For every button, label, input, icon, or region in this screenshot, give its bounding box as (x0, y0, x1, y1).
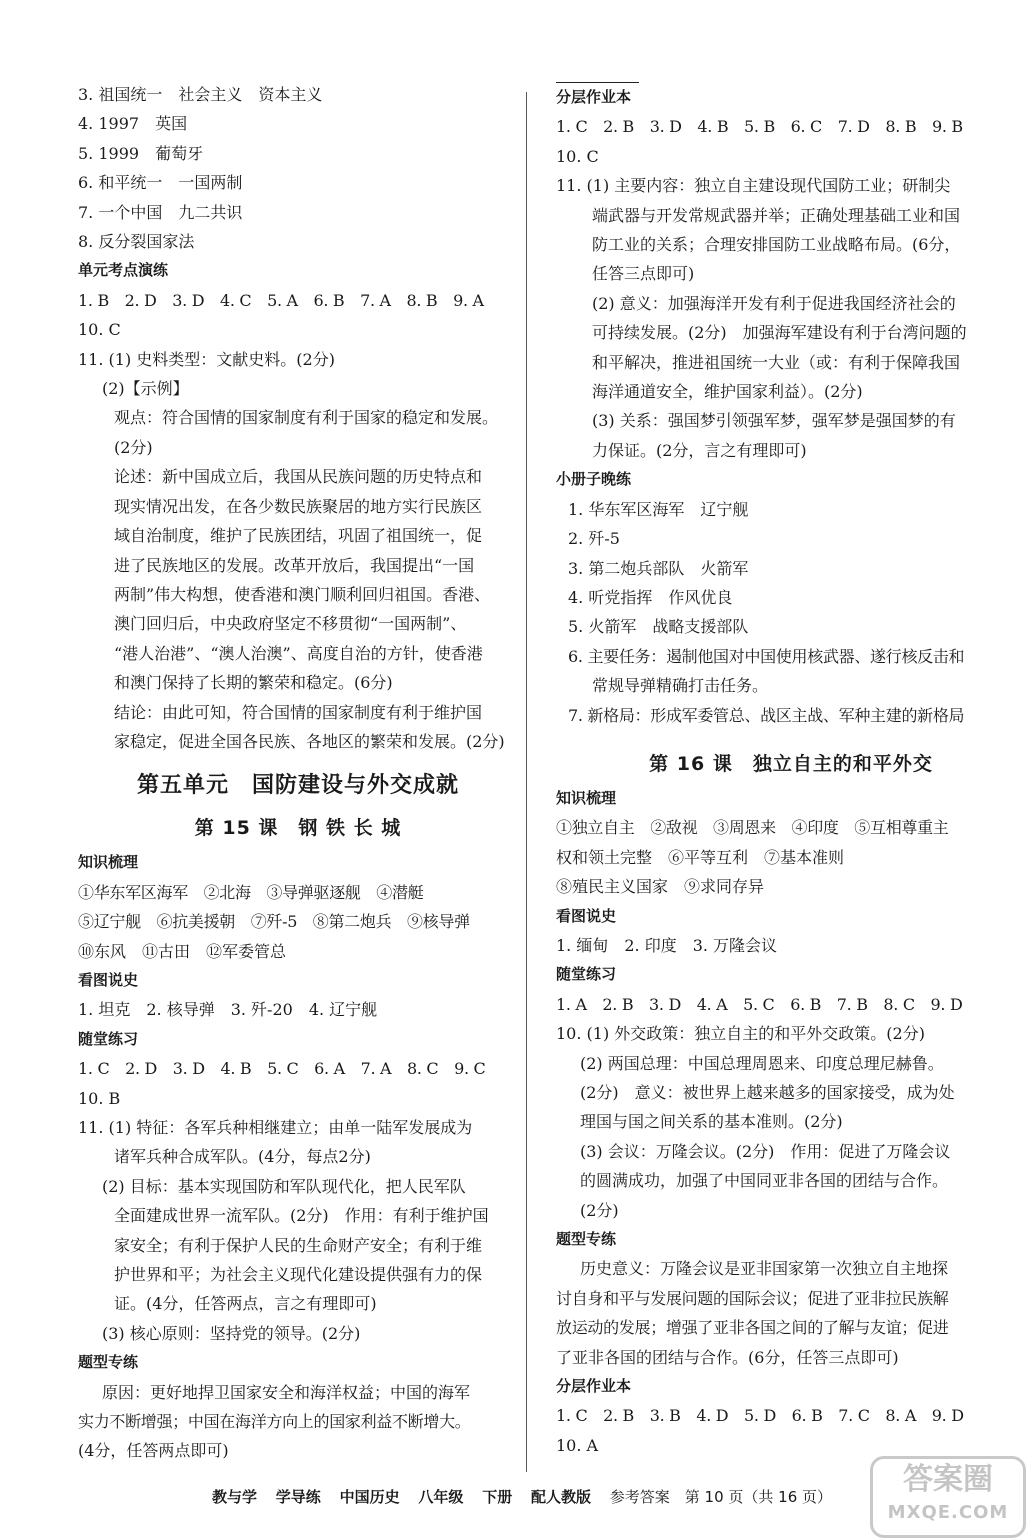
answer-line: 10. C (556, 146, 599, 166)
answer-line: 家稳定，促进全国各民族、各地区的繁荣和发展。(2分) (114, 731, 505, 751)
answer-line: 6. 和平统一 一国两制 (78, 173, 243, 193)
section-heading: 小册子晚练 (556, 470, 632, 489)
answer-line: 观点：符合国情的国家制度有利于国家的稳定和发展。 (114, 408, 499, 428)
section-heading: 知识梳理 (78, 853, 139, 872)
right-column (556, 80, 1026, 1460)
answer-line: 权和领土完整 ⑥平等互利 ⑦基本准则 (556, 847, 845, 867)
answer-line: 1. C 2. B 3. B 4. D 5. D 6. B 7. C 8. A 9. D (556, 1406, 964, 1426)
answer-line: 任答三点即可) (592, 264, 695, 284)
answer-line: 可持续发展。(2分) 加强海军建设有利于台湾问题的 (592, 323, 967, 343)
answer-line: 6. 主要任务：遏制他国对中国使用核武器、遂行核反击和 (568, 646, 965, 666)
column-divider (526, 92, 527, 1472)
section-heading: 分层作业本 (556, 82, 639, 112)
section-heading: 单元考点演练 (78, 261, 169, 280)
footer-series: 学导练 (275, 1488, 321, 1506)
answer-line: 2. 歼-5 (568, 529, 620, 549)
answer-line: 域自治制度，维护了民族团结，巩固了祖国统一，促 (114, 526, 483, 546)
answer-line: 4. 1997 英国 (78, 114, 188, 134)
answer-line: 5. 1999 葡萄牙 (78, 143, 204, 163)
answer-line: ⑤辽宁舰 ⑥抗美援朝 ⑦歼-5 ⑧第二炮兵 ⑨核导弹 (78, 912, 470, 932)
answer-line: 7. 新格局：形成军委管总、战区主战、军种主建的新格局 (568, 705, 965, 725)
answer-line: (3) 会议：万隆会议。(2分) 作用：促进了万隆会议 (580, 1141, 951, 1161)
answer-line: (2分) 意义：被世界上越来越多的国家接受，成为处 (580, 1083, 955, 1102)
answer-line: 1. 坦克 2. 核导弹 3. 歼-20 4. 辽宁舰 (78, 1000, 378, 1020)
watermark-title: 答案圈 (903, 1462, 993, 1497)
answer-line: 结论：由此可知，符合国情的国家制度有利于维护国 (114, 702, 483, 722)
section-heading: 分层作业本 (556, 1377, 632, 1396)
answer-line: 进了民族地区的发展。改革开放后，我国提出“一国 (114, 555, 475, 575)
answer-line: ①华东军区海军 ②北海 ③导弹驱逐舰 ④潜艇 (78, 882, 424, 902)
answer-line: 了亚非各国的团结与合作。(6分，任答三点即可) (556, 1347, 899, 1367)
answer-line: 1. A 2. B 3. D 4. A 5. C 6. B 7. B 8. C 9. D (556, 994, 963, 1014)
footer-grade: 八年级 (418, 1488, 464, 1506)
answer-line: 1. C 2. D 3. D 4. B 5. C 6. A 7. A 8. C 9. C (78, 1059, 486, 1079)
answer-line: 3. 祖国统一 社会主义 资本主义 (78, 85, 323, 104)
answer-line: 的圆满成功，加强了中国同亚非各国的团结与合作。 (580, 1171, 949, 1191)
answer-line: ①独立自主 ②敌视 ③周恩来 ④印度 ⑤互相尊重主 (556, 818, 949, 838)
answer-line: 11. (1) 史料类型：文献史料。(2分) (78, 349, 335, 369)
answer-line: (2) 两国总理：中国总理周恩来、印度总理尼赫鲁。 (580, 1053, 944, 1073)
answer-line: 讨自身和平与发展问题的国际会议；促进了亚非拉民族解 (556, 1288, 949, 1308)
answer-line: 实力不断增强；中国在海洋方向上的国家利益不断增大。 (78, 1412, 471, 1432)
answer-line: “港人治港”、“澳人治澳”、高度自治的方针，使香港 (114, 643, 483, 663)
answer-line: 护世界和平；为社会主义现代化建设提供强有力的保 (114, 1265, 483, 1285)
answer-line: 1. 华东军区海军 辽宁舰 (568, 499, 749, 519)
answer-line: 论述：新中国成立后，我国从民族问题的历史特点和 (114, 467, 483, 487)
section-heading: 题型专练 (78, 1353, 139, 1372)
answer-line: 4. 听党指挥 作风优良 (568, 587, 733, 607)
answer-line: 原因：更好地捍卫国家安全和海洋权益；中国的海军 (102, 1382, 471, 1402)
answer-line: 11. (1) 主要内容：独立自主建设现代国防工业；研制尖 (556, 176, 951, 196)
answer-line: 10. C (78, 320, 121, 340)
answer-line: 1. B 2. D 3. D 4. C 5. A 6. B 7. A 8. B 9. A (78, 290, 484, 310)
section-heading: 随堂练习 (556, 965, 617, 984)
answer-line: 放运动的发展；增强了亚非各国之间的了解与友谊；促进 (556, 1318, 949, 1338)
answer-line: 证。(4分，任答两点，言之有理即可) (114, 1294, 377, 1314)
answer-line: 全面建成世界一流军队。(2分) 作用：有利于维护国 (114, 1206, 489, 1226)
answer-line: 7. 一个中国 九二共识 (78, 202, 243, 222)
answer-line: (4分，任答两点即可) (78, 1441, 229, 1461)
answer-line: 和平解决，推进祖国统一大业（或：有利于保障我国 (592, 352, 961, 372)
answer-line: 11. (1) 特征：各军兵种相继建立；由单一陆军发展成为 (78, 1118, 473, 1137)
answer-line: (2分) (114, 437, 153, 457)
watermark-logo (870, 1456, 1026, 1538)
answer-line: 两制”伟大构想，使香港和澳门顺利回归祖国。香港、 (114, 584, 491, 604)
answer-line: 1. C 2. B 3. D 4. B 5. B 6. C 7. D 8. B 9. B (556, 117, 963, 137)
answer-line: 10. (1) 外交政策：独立自主的和平外交政策。(2分) (556, 1024, 925, 1044)
answer-line: 常规导弹精确打击任务。 (592, 676, 769, 696)
page-footer (212, 1486, 832, 1507)
footer-book-name: 教与学 (212, 1488, 258, 1506)
footer-subject: 中国历史 (339, 1488, 400, 1506)
lesson-title: 第 15 课 钢 铁 长 城 (194, 817, 402, 840)
answer-line: 1. 缅甸 2. 印度 3. 万隆会议 (556, 935, 778, 955)
footer-page-info: 参考答案 第 10 页（共 16 页） (609, 1488, 833, 1506)
answer-line: 端武器与开发常规武器并举；正确处理基础工业和国 (592, 205, 961, 225)
answer-line: 力保证。(2分，言之有理即可) (592, 440, 807, 460)
answer-line: 和澳门保持了长期的繁荣和稳定。(6分) (114, 673, 393, 693)
answer-line: ⑩东风 ⑪古田 ⑫军委管总 (78, 941, 287, 961)
footer-edition: 配人教版 (530, 1488, 591, 1506)
answer-line: 10. B (78, 1088, 121, 1108)
section-heading: 看图说史 (556, 906, 617, 925)
answer-line: (2)【示例】 (102, 379, 189, 399)
answer-line: ⑧殖民主义国家 ⑨求同存异 (556, 877, 765, 897)
answer-line: (3) 核心原则：坚持党的领导。(2分) (102, 1323, 361, 1343)
answer-line: 澳门回归后，中央政府坚定不移贯彻“一国两制”、 (114, 614, 467, 634)
answer-line: (2) 意义：加强海洋开发有利于促进我国经济社会的 (592, 293, 956, 313)
watermark-url: MXQE.COM (887, 1502, 1009, 1523)
answer-line: 8. 反分裂国家法 (78, 232, 195, 252)
lesson-title: 第 16 课 独立自主的和平外交 (649, 752, 933, 775)
answer-line: 10. A (556, 1435, 599, 1455)
answer-line: 海洋通道安全，维护国家利益）。(2分) (592, 382, 863, 402)
section-heading: 题型专练 (556, 1230, 617, 1249)
answer-line: 家安全；有利于保护人民的生命财产安全；有利于维 (114, 1235, 483, 1255)
answer-line: 防工业的关系；合理安排国防工业战略布局。(6分， (592, 235, 961, 255)
section-heading: 随堂练习 (78, 1029, 139, 1048)
answer-line: (3) 关系：强国梦引领强军梦，强军梦是强国梦的有 (592, 411, 956, 431)
answer-line: (2) 目标：基本实现国防和军队现代化，把人民军队 (102, 1176, 466, 1196)
answer-line: (2分) (580, 1200, 619, 1220)
answer-line: 历史意义：万隆会议是亚非国家第一次独立自主地探 (580, 1259, 949, 1279)
answer-line: 现实情况出发，在各少数民族聚居的地方实行民族区 (114, 496, 483, 516)
answer-line: 3. 第二炮兵部队 火箭军 (568, 558, 749, 578)
footer-volume: 下册 (482, 1488, 513, 1506)
left-column (78, 80, 518, 1466)
answer-line: 诸军兵种合成军队。(4分，每点2分) (114, 1147, 371, 1167)
unit-title: 第五单元 国防建设与外交成就 (136, 773, 459, 799)
section-heading: 看图说史 (78, 970, 139, 989)
answer-line: 理国与国之间关系的基本准则。(2分) (580, 1112, 843, 1132)
section-heading: 知识梳理 (556, 788, 617, 807)
answer-line: 5. 火箭军 战略支援部队 (568, 617, 749, 637)
